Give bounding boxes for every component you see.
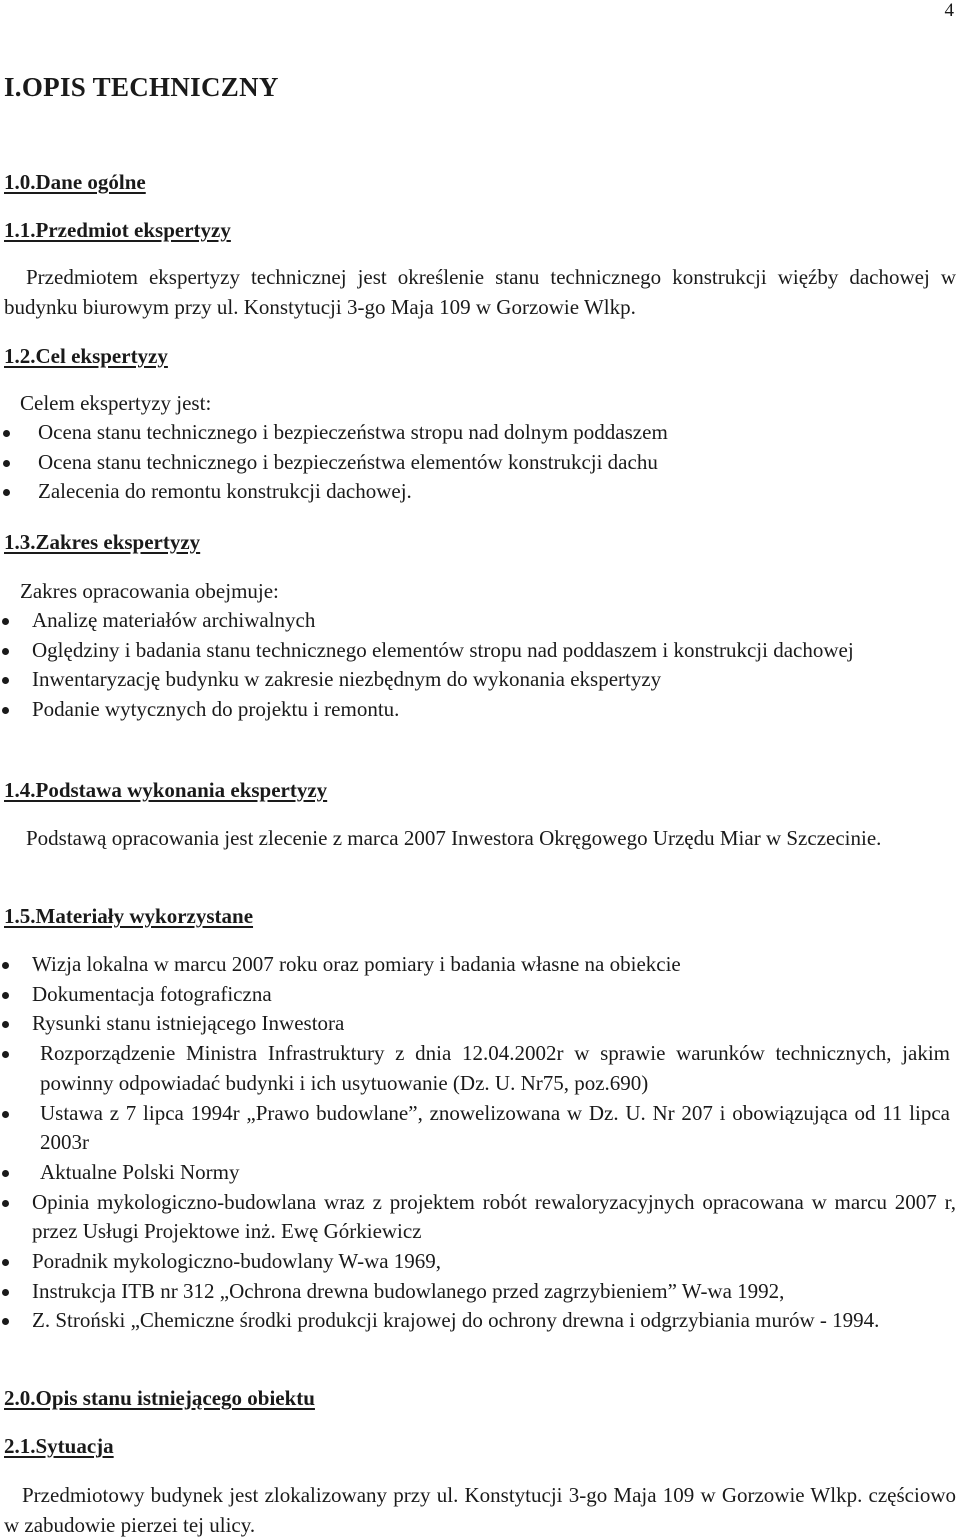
list-item-text: Rozporządzenie Ministra Infrastruktury z dnia 12.04.2002r w sprawie warunków technicznych, jakim powinny odpowiadać budynki i ich usytuowanie (Dz. U. Nr75, poz.690) bbox=[40, 1041, 950, 1095]
paragraph-cel-intro: Celem ekspertyzy jest: bbox=[20, 391, 212, 415]
list-item bbox=[32, 950, 956, 980]
bullet-icon bbox=[2, 707, 9, 714]
list-item-text: Z. Stroński „Chemiczne środki produkcji krajowej do ochrony drewna i odgrzybiania murów - 1994. bbox=[32, 1308, 880, 1333]
heading-1-4: 1.4.Podstawa wykonania ekspertyzy bbox=[4, 778, 328, 802]
list-item-text: Rysunki stanu istniejącego Inwestora bbox=[32, 1011, 345, 1036]
bullet-icon bbox=[2, 1021, 9, 1028]
heading-1-2: 1.2.Cel ekspertyzy bbox=[4, 344, 168, 368]
bullet-icon bbox=[2, 1111, 9, 1118]
list-item bbox=[32, 1247, 956, 1277]
heading-1-3: 1.3.Zakres ekspertyzy bbox=[4, 530, 201, 554]
list-item bbox=[38, 477, 938, 507]
list-item-text: Poradnik mykologiczno-budowlany W-wa 1969, bbox=[32, 1249, 442, 1274]
list-item bbox=[32, 1099, 956, 1158]
list-item-text: Ocena stanu technicznego i bezpieczeństwa stropu nad dolnym poddaszem bbox=[38, 420, 668, 444]
bullet-icon bbox=[2, 1051, 9, 1058]
list-cel bbox=[38, 418, 938, 507]
page-number: 4 bbox=[944, 0, 954, 21]
paragraph-zakres-intro: Zakres opracowania obejmuje: bbox=[20, 579, 279, 603]
bullet-icon bbox=[2, 1170, 9, 1177]
list-item bbox=[32, 606, 956, 636]
list-item-text: Instrukcja ITB nr 312 „Ochrona drewna budowlanego przed zagrzybieniem” W-wa 1992, bbox=[32, 1278, 785, 1303]
list-item bbox=[32, 1188, 956, 1247]
bullet-icon bbox=[2, 1200, 9, 1207]
heading-1-0: 1.0.Dane ogólne bbox=[4, 170, 146, 194]
list-item-text: Analizę materiałów archiwalnych bbox=[32, 608, 316, 632]
paragraph-sytuacja: Przedmiotowy budynek jest zlokalizowany przy ul. Konstytucji 3-go Maja 109 w Gorzowie Wlkp. częściowo w zabudowie pierzei tej ulicy. bbox=[4, 1483, 956, 1537]
bullet-icon bbox=[2, 677, 9, 684]
list-item-text: Ustawa z 7 lipca 1994r „Prawo budowlane”, znowelizowana w Dz. U. Nr 207 i obowiązująca od 11 lipca 2003r bbox=[40, 1100, 950, 1155]
heading-2-1: 2.1.Sytuacja bbox=[4, 1434, 114, 1458]
list-item-text: Podanie wytycznych do projektu i remontu. bbox=[32, 697, 400, 722]
list-item bbox=[32, 980, 956, 1010]
bullet-icon bbox=[3, 430, 10, 437]
list-item bbox=[32, 665, 956, 695]
paragraph-podstawa: Podstawą opracowania jest zlecenie z marca 2007 Inwestora Okręgowego Urzędu Miar w Szczecinie. bbox=[26, 826, 882, 850]
bullet-icon bbox=[2, 648, 9, 655]
heading-2-0: 2.0.Opis stanu istniejącego obiektu bbox=[4, 1386, 315, 1410]
heading-1-5: 1.5.Materiały wykorzystane bbox=[4, 904, 254, 928]
document-title: I.OPIS TECHNICZNY bbox=[4, 72, 279, 102]
list-item-text: Wizja lokalna w marcu 2007 roku oraz pomiary i badania własne na obiekcie bbox=[32, 952, 681, 976]
bullet-icon bbox=[3, 489, 10, 496]
list-item-text: Aktualne Polski Normy bbox=[40, 1159, 240, 1184]
list-item bbox=[32, 1306, 956, 1336]
list-item bbox=[32, 1158, 956, 1188]
list-item bbox=[38, 448, 938, 478]
paragraph-przedmiot: Przedmiotem ekspertyzy technicznej jest określenie stanu technicznego konstrukcji więźby dachowej w budynku biurowym przy ul. Konstytucji 3-go Maja 109 w Gorzowie Wlkp. bbox=[4, 265, 956, 319]
bullet-icon bbox=[3, 460, 10, 467]
bullet-icon bbox=[2, 618, 9, 625]
list-materialy bbox=[32, 950, 956, 1336]
list-item bbox=[38, 418, 938, 448]
bullet-icon bbox=[2, 992, 9, 999]
list-item-text: Opinia mykologiczno-budowlana wraz z projektem robót rewaloryzacyjnych opracowana w marcu 2007 r, przez Usługi Projektowe inż. Ewę Górkiewicz bbox=[32, 1189, 956, 1244]
list-item-text: Zalecenia do remontu konstrukcji dachowej. bbox=[38, 479, 412, 504]
bullet-icon bbox=[2, 1259, 9, 1266]
list-item-text: Ocena stanu technicznego i bezpieczeństwa elementów konstrukcji dachu bbox=[38, 449, 658, 474]
list-item bbox=[32, 1039, 956, 1098]
list-zakres bbox=[32, 606, 956, 725]
bullet-icon bbox=[2, 962, 9, 969]
list-item-text: Dokumentacja fotograficzna bbox=[32, 981, 272, 1006]
list-item bbox=[32, 636, 956, 666]
list-item-text: Inwentaryzację budynku w zakresie niezbędnym do wykonania ekspertyzy bbox=[32, 667, 662, 692]
list-item bbox=[32, 695, 956, 725]
list-item bbox=[32, 1009, 956, 1039]
bullet-icon bbox=[2, 1318, 9, 1325]
list-item-text: Oględziny i badania stanu technicznego elementów stropu nad poddaszem i konstrukcji dachowej bbox=[32, 637, 854, 662]
heading-1-1: 1.1.Przedmiot ekspertyzy bbox=[4, 218, 231, 242]
list-item bbox=[32, 1277, 956, 1307]
bullet-icon bbox=[2, 1289, 9, 1296]
